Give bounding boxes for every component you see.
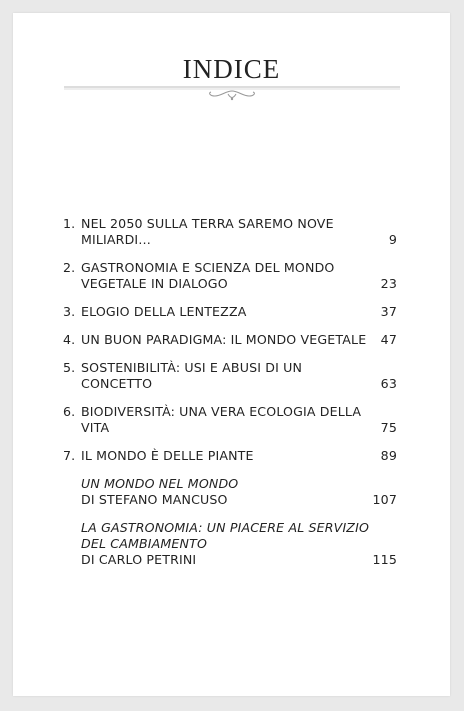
page-number: 115	[372, 552, 397, 567]
page-title: INDICE	[182, 54, 281, 84]
toc-entry-5[interactable]	[63, 360, 397, 392]
chapter-title: SOSTENIBILITÀ: USI E ABUSI DI UN CONCETTO	[81, 360, 303, 391]
page-number: 89	[380, 448, 397, 463]
page-number: 37	[380, 304, 397, 319]
chapter-title: GASTRONOMIA E SCIENZA DEL MONDO	[81, 260, 335, 275]
page-number: 107	[372, 492, 397, 507]
chapter-title: UN BUON PARADIGMA: IL MONDO VEGETALE	[81, 332, 367, 347]
toc-entry-6[interactable]	[63, 404, 397, 436]
essay-title: UN MONDO NEL MONDO	[81, 476, 239, 491]
page-number: 63	[380, 376, 397, 391]
chapter-title: NEL 2050 SULLA TERRA SAREMO NOVE MILIARDI…	[81, 216, 334, 247]
chapter-title: BIODIVERSITÀ: UNA VERA ECOLOGIA DELLA VITA	[81, 404, 362, 435]
chapter-number: 1.	[63, 216, 76, 231]
ornament-divider-icon	[64, 83, 400, 105]
chapter-title: ELOGIO DELLA LENTEZZA	[81, 304, 247, 319]
toc-entry-7[interactable]	[63, 448, 397, 464]
toc-entry-1[interactable]	[63, 216, 397, 248]
page-number: 23	[380, 276, 397, 291]
essay-title: LA GASTRONOMIA: UN PIACERE AL SERVIZIO	[81, 520, 370, 535]
page-number: 75	[380, 420, 397, 435]
table-of-contents	[63, 216, 397, 568]
essay-author: DI STEFANO MANCUSO	[81, 492, 228, 507]
chapter-number: 4.	[63, 332, 76, 347]
toc-entry-4[interactable]	[63, 332, 397, 348]
chapter-number: 7.	[63, 448, 76, 463]
chapter-title: IL MONDO È DELLE PIANTE	[81, 448, 254, 463]
toc-entry-2[interactable]	[63, 260, 397, 292]
page-number: 47	[380, 332, 397, 347]
chapter-number: 5.	[63, 360, 76, 375]
book-page	[13, 13, 450, 696]
chapter-number: 2.	[63, 260, 76, 275]
chapter-number: 3.	[63, 304, 76, 319]
toc-entry-3[interactable]	[63, 304, 397, 320]
essay-author: DI CARLO PETRINI	[81, 552, 197, 567]
chapter-title: VEGETALE IN DIALOGO	[81, 276, 228, 291]
chapter-number: 6.	[63, 404, 76, 419]
essay-title: DEL CAMBIAMENTO	[81, 536, 208, 551]
page-number: 9	[388, 232, 397, 247]
toc-extra-1[interactable]	[63, 476, 397, 508]
toc-extra-2[interactable]	[63, 520, 397, 568]
